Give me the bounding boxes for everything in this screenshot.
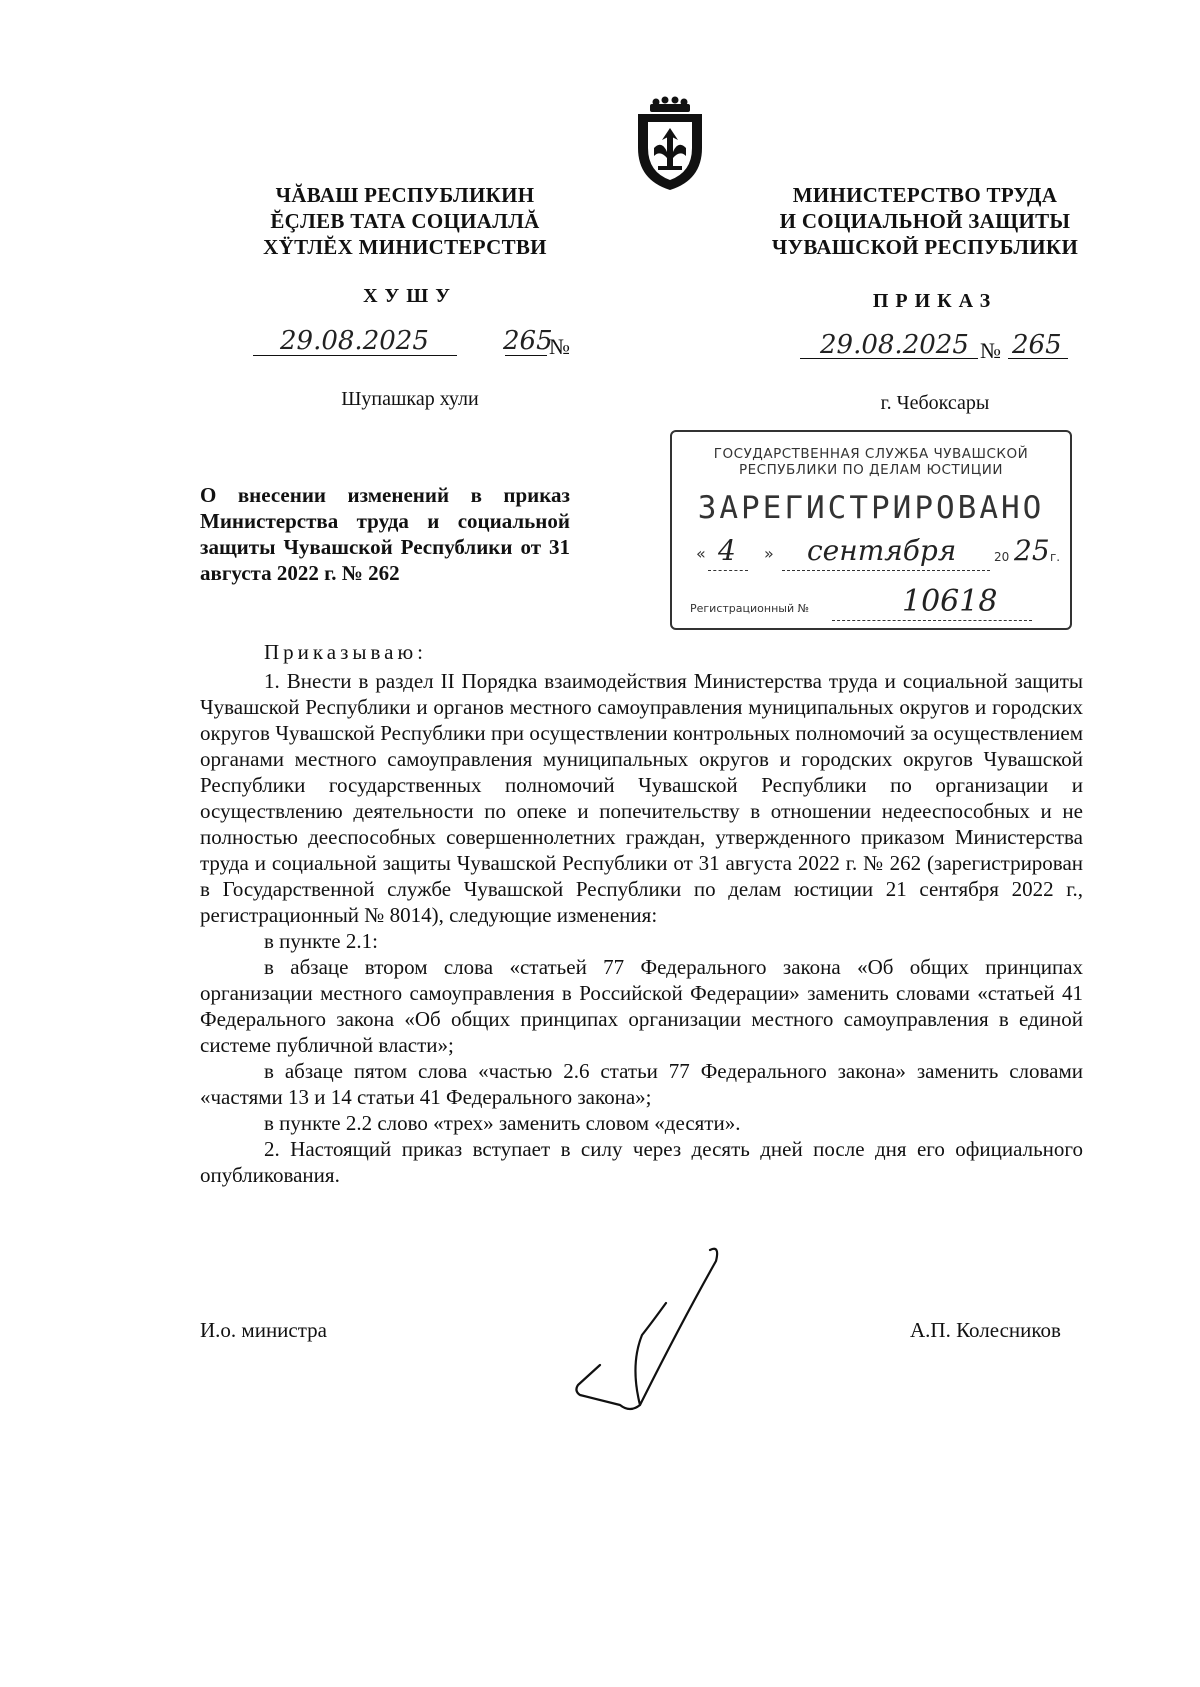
- stamp-status: ЗАРЕГИСТРИРОВАНО: [697, 490, 1045, 526]
- stamp-reg-label: Регистрационный №: [690, 602, 810, 615]
- stamp-year-prefix: 20: [994, 550, 1010, 564]
- registration-stamp: [670, 430, 1072, 630]
- stamp-reg-row: [672, 584, 1070, 624]
- stamp-month: сентября: [807, 534, 957, 567]
- stamp-line-1: ГОСУДАРСТВЕННАЯ СЛУЖБА ЧУВАШСКОЙ: [713, 446, 1029, 462]
- number-sign-left: №: [549, 334, 570, 359]
- header-right: [745, 182, 1105, 260]
- date-handwritten-right: 29.08.2025: [820, 330, 969, 360]
- place-chuvash: Шупашкар хули: [341, 388, 479, 410]
- body-paragraph: в пункте 2.2 слово «трех» заменить словом «десяти».: [264, 1111, 741, 1135]
- order-word-chuvash: ХУШУ: [363, 285, 457, 307]
- stamp-year-suffix: 25: [1014, 534, 1050, 567]
- header-left-line: ЧĂВАШ РЕСПУБЛИКИН: [275, 183, 535, 207]
- header-right-line: МИНИСТЕРСТВО ТРУДА: [792, 183, 1058, 207]
- body-paragraph: в пункте 2.1:: [264, 929, 378, 953]
- number-handwritten-right: 265: [1012, 330, 1062, 360]
- stamp-year-mark: г.: [1050, 550, 1061, 564]
- body-paragraph: в абзаце втором слова «статьей 77 Федерального закона «Об общих принципах организации местного самоуправления в Российской Федерации» заменить словами «статьей 41 Федерального закона «Об общих принципах организации местного самоуправления в единой системе публичной власти»;: [200, 955, 1083, 1057]
- stamp-date-row: « 4 » сентября 20 25 г.: [672, 534, 1070, 574]
- body-paragraph: 1. Внести в раздел II Порядка взаимодействия Министерства труда и социальной защиты Чувашской Республики и органов местного самоуправления муниципальных округов и городских округов Чувашской Республики при осуществлении контрольных полномочий за осуществлением органами местного самоуправления муниципальных округов и городских округов Чувашской Республики государственных полномочий Чувашской Республики по организации и осуществлению деятельности по опеке и попечительству в отношении недееспособных и не полностью дееспособных совершеннолетних граждан, утвержденного приказом Министерства труда и социальной защиты Чувашской Республики от 31 августа 2022 г. № 262 (зарегистрирован в Государственной службе Чувашской Республики по делам юстиции 21 сентября 2022 г., регистрационный № 8014), следующие изменения:: [200, 669, 1083, 927]
- header-right-line: И СОЦИАЛЬНОЙ ЗАЩИТЫ: [779, 209, 1071, 233]
- place-russian: г. Чебоксары: [880, 392, 990, 414]
- handwritten-signature: [570, 1245, 740, 1415]
- stamp-reg-number: 10618: [902, 584, 998, 619]
- document-body: [200, 668, 1083, 1188]
- date-handwritten-left: 29.08.2025: [280, 326, 429, 356]
- signatory-name: А.П. Колесников: [910, 1318, 1061, 1342]
- header-left-line: ĔÇЛЕВ ТАТА СОЦИАЛЛĂ: [270, 209, 540, 233]
- number-sign-right: №: [980, 338, 1001, 363]
- document-title: О внесении изменений в приказ Министерства труда и социальной защиты Чувашской Республики от 31 августа 2022 г. № 262: [200, 483, 570, 585]
- stamp-line-2: РЕСПУБЛИКИ ПО ДЕЛАМ ЮСТИЦИИ: [739, 462, 1003, 478]
- order-lead: Приказываю:: [264, 640, 427, 664]
- header-right-line: ЧУВАШСКОЙ РЕСПУБЛИКИ: [771, 235, 1079, 259]
- body-paragraph: 2. Настоящий приказ вступает в силу через десять дней после дня его официального опубликования.: [200, 1137, 1083, 1187]
- header-left-line: ХŸТЛĔХ МИНИСТЕРСТВИ: [263, 235, 547, 259]
- emblem-logo: [628, 96, 712, 192]
- header-left: [250, 182, 560, 260]
- order-word-russian: ПРИКАЗ: [872, 290, 998, 312]
- number-handwritten-left: 265: [503, 326, 553, 356]
- stamp-day: 4: [718, 534, 736, 567]
- body-paragraph: в абзаце пятом слова «частью 2.6 статьи 77 Федерального закона» заменить словами «частями 13 и 14 статьи 41 Федерального закона»;: [200, 1059, 1083, 1109]
- signatory-position: И.о. министра: [200, 1318, 327, 1342]
